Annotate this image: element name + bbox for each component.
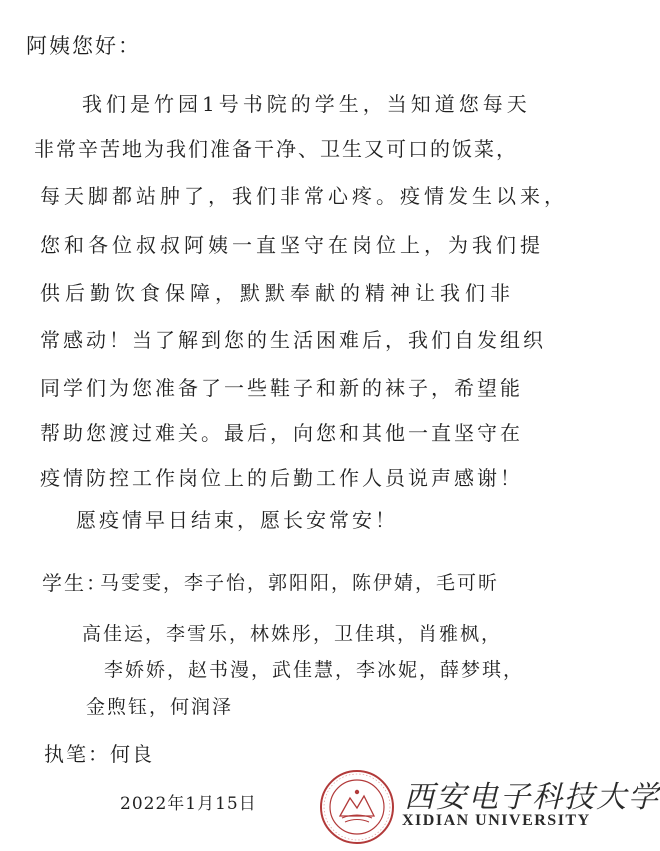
student-names-row-3: 李娇娇，赵书漫，武佳慧，李冰妮，薛梦琪，	[104, 659, 525, 681]
letter-line-7: 同学们为您准备了一些鞋子和新的袜子，希望能	[40, 376, 523, 400]
letter-line-9: 疫情防控工作岗位上的后勤工作人员说声感谢！	[40, 466, 523, 490]
university-seal-icon	[318, 768, 396, 846]
letter-line-4: 您和各位叔叔阿姨一直坚守在岗位上，为我们提	[40, 233, 544, 257]
letter-line-1: 我们是竹园1号书院的学生，当知道您每天	[82, 92, 531, 116]
student-names-row-1: 马雯雯，李子怡，郭阳阳，陈伊婧，毛可昕	[100, 572, 500, 594]
letter-date: 2022年1月15日	[120, 794, 257, 814]
letter-line-5: 供后勤饮食保障，默默奉献的精神让我们非	[40, 281, 515, 305]
student-names-row-4: 金煦钰，何润泽	[86, 696, 234, 718]
letter-wish: 愿疫情早日结束，愿长安常安！	[76, 508, 398, 532]
letter-line-8: 帮助您渡过难关。最后，向您和其他一直坚守在	[40, 421, 523, 445]
letter-salutation: 阿姨您好：	[26, 34, 141, 58]
letter-line-3: 每天脚都站肿了，我们非常心疼。疫情发生以来，	[40, 184, 568, 208]
scribe-signature: 执笔：何良	[44, 742, 154, 766]
students-label: 学生：	[42, 571, 108, 595]
university-name-en: XIDIAN UNIVERSITY	[402, 812, 591, 829]
student-names-row-2: 高佳运，李雪乐，林姝彤，卫佳琪，肖雅枫，	[82, 623, 503, 645]
letter-line-6: 常感动！当了解到您的生活困难后，我们自发组织	[40, 328, 546, 352]
university-name-cn: 西安电子科技大学	[404, 780, 660, 815]
letter-line-2: 非常辛苦地为我们准备干净、卫生又可口的饭菜，	[34, 137, 518, 161]
